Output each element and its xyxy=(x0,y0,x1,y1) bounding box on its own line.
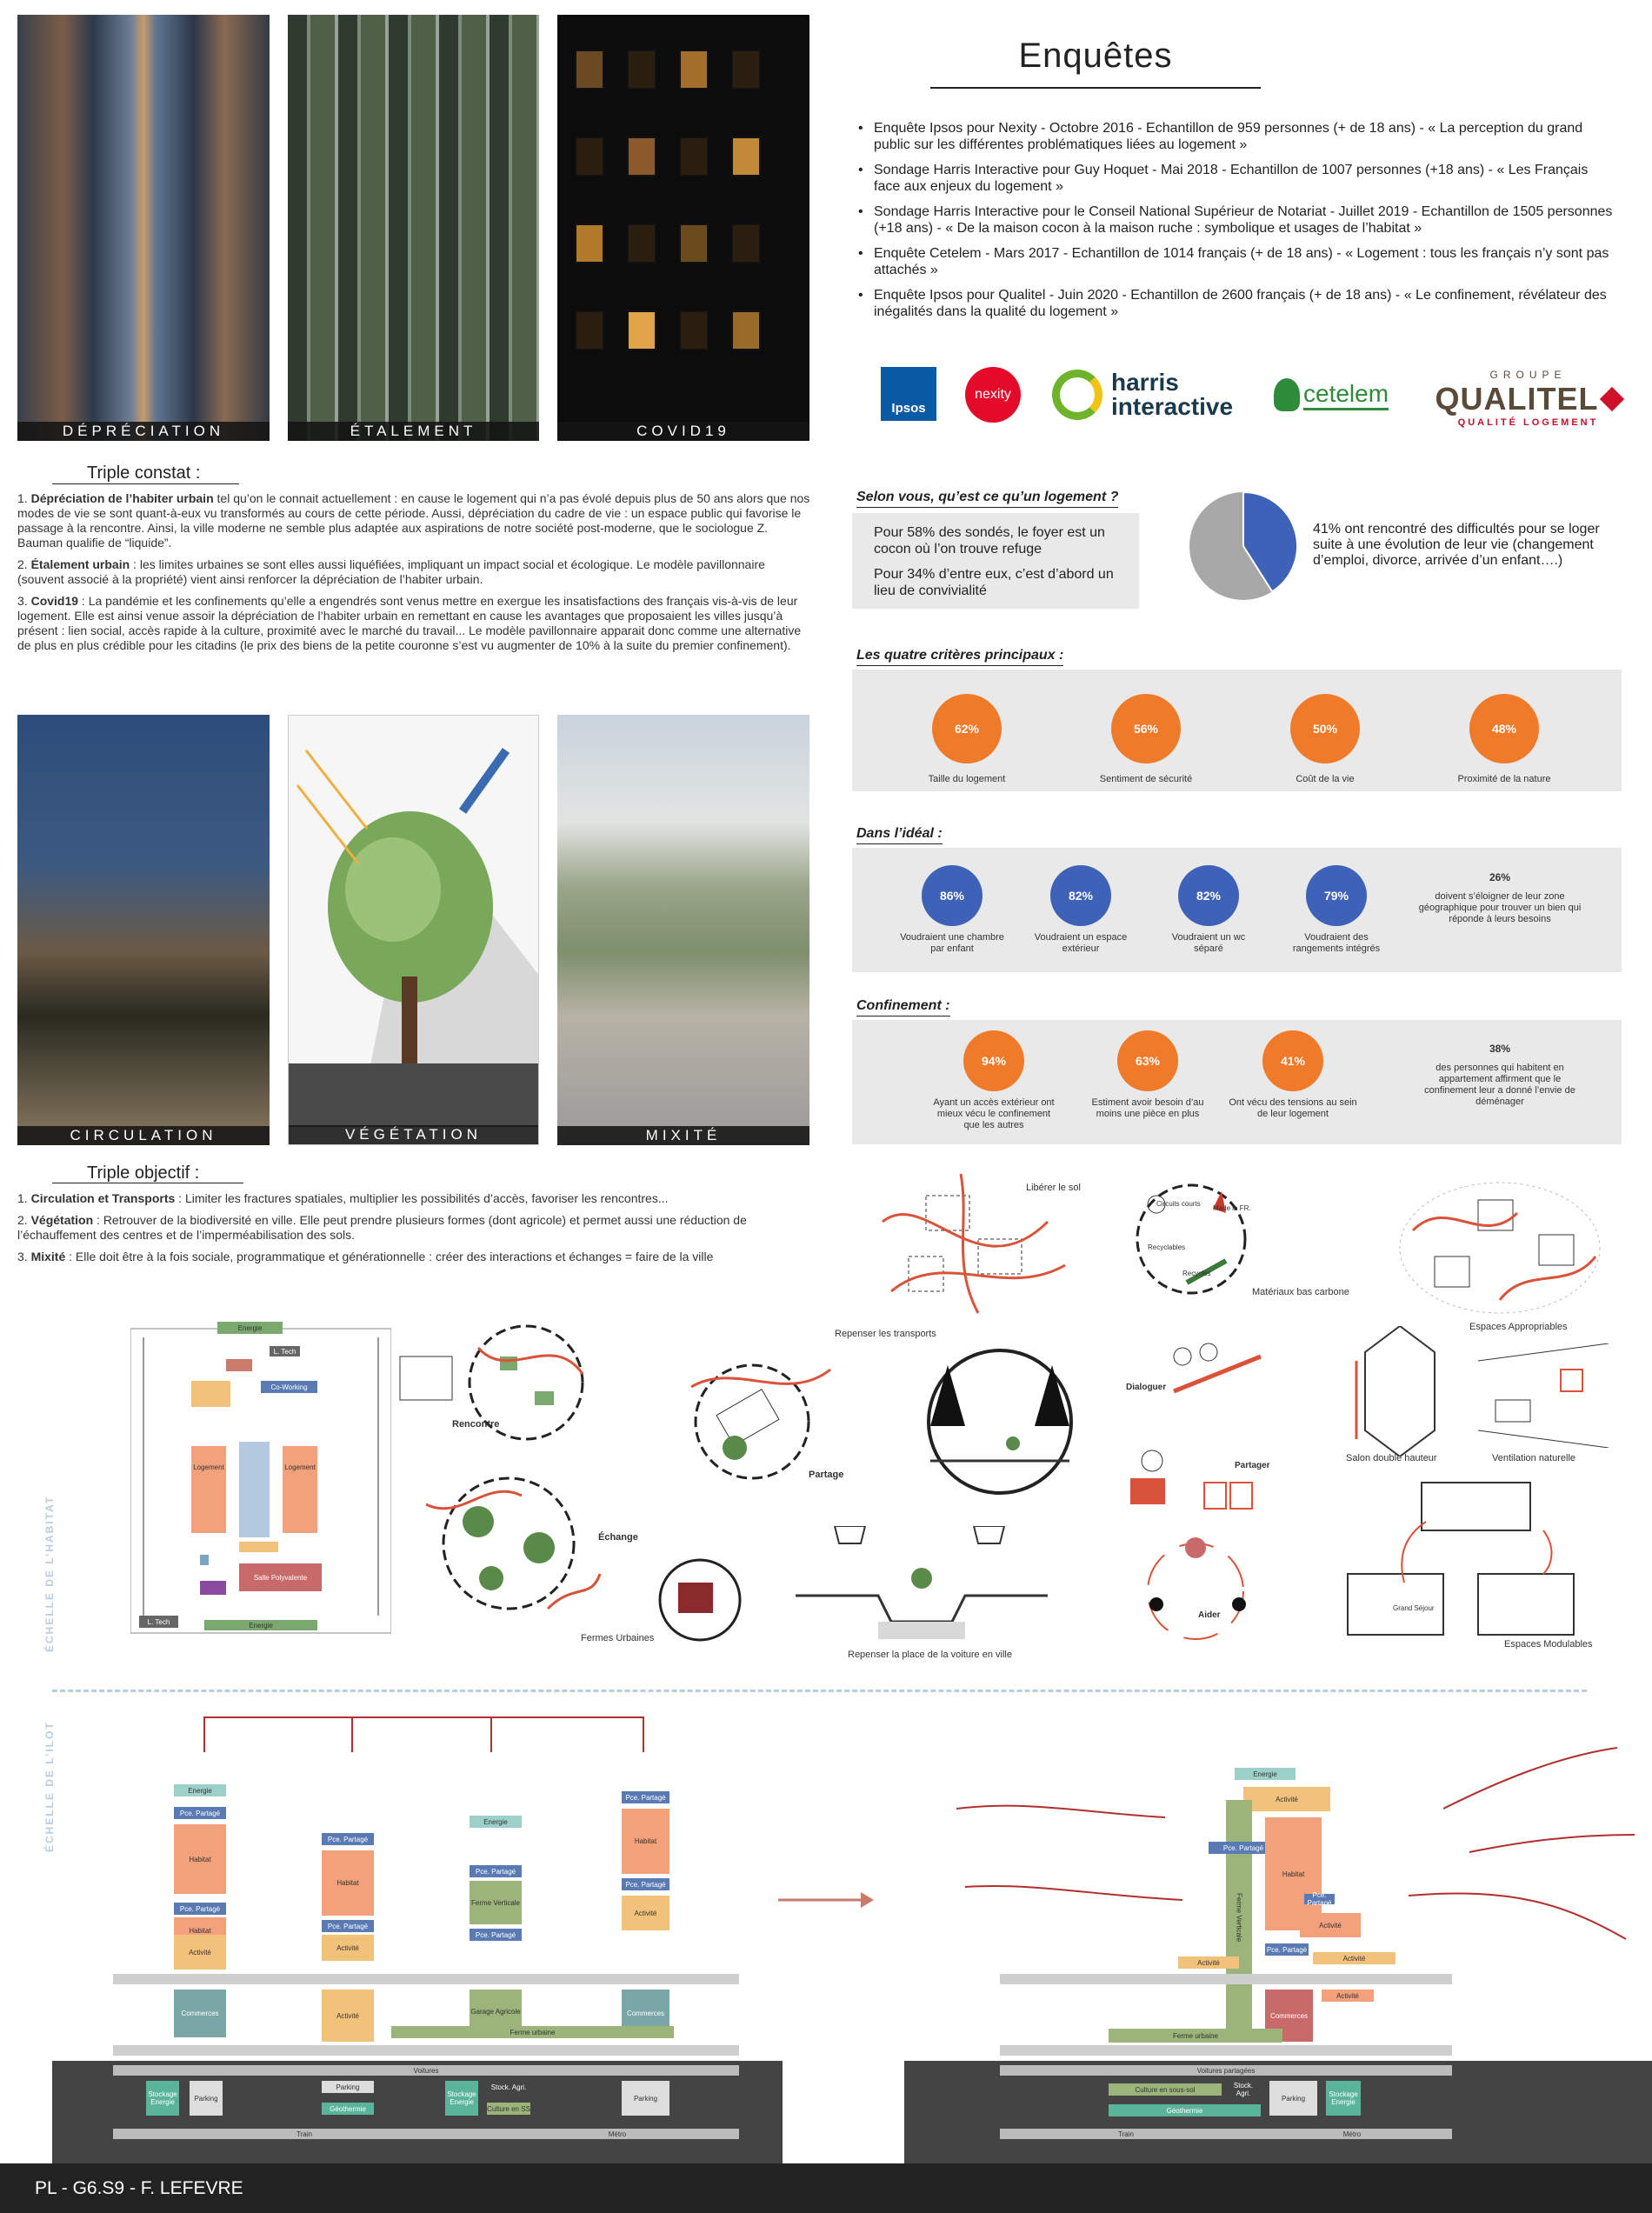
espaces-appropriables-label: Espaces Appropriables xyxy=(1469,1322,1568,1332)
harris-logo xyxy=(1052,365,1252,424)
critere-label: Coût de la vie xyxy=(1296,774,1355,784)
metro-band: Métro xyxy=(1252,2129,1452,2139)
qualitel-top: GROUPE xyxy=(1489,368,1567,381)
confinement-side-value: 38% xyxy=(1489,1043,1511,1055)
habitat-box: Habitat xyxy=(622,1809,669,1874)
m-made-label: Made in FR. xyxy=(1213,1204,1251,1212)
criteres-title: Les quatre critères principaux : xyxy=(856,648,1063,666)
activite-box: Activité xyxy=(1313,1952,1396,1964)
activite-box: Activité xyxy=(1243,1787,1330,1811)
photo-circulation xyxy=(17,715,270,1145)
metro-band: Métro xyxy=(496,2129,739,2139)
pce-partage-box: Pce. Partagé xyxy=(622,1791,669,1803)
qualitel-sub: QUALITÉ LOGEMENT xyxy=(1457,417,1599,428)
materiaux-label: Matériaux bas carbone xyxy=(1252,1287,1349,1297)
ferme-verticale-box: Ferme Verticale xyxy=(470,1881,522,1924)
energie-box: Energie xyxy=(1235,1768,1296,1780)
tree-sketch xyxy=(289,716,539,1127)
scale-ilot-label: ÉCHELLE DE L’ILOT xyxy=(43,1721,56,1852)
objectif-term: Circulation et Transports xyxy=(30,1191,176,1205)
pce-partage-box: Pce. Partagé xyxy=(1209,1842,1278,1854)
constat-term: Covid19 xyxy=(30,594,79,608)
scale-habitat-label: ÉCHELLE DE L’HABITAT xyxy=(43,1495,56,1652)
pce-partage-box: Pce. Partagé xyxy=(174,1807,226,1819)
survey-item: • Sondage Harris Interactive pour Guy Hoquet - Mai 2018 - Echantillon de 1007 personnes (+18 ans) - « Les Français face aux enjeux du logement » xyxy=(856,162,1617,195)
critere-circle: 48% xyxy=(1469,694,1539,763)
ideal-circle: 79% xyxy=(1306,865,1367,926)
commerces-box: Commerces xyxy=(1265,1990,1313,2042)
voiture-section-sketch xyxy=(791,1526,1052,1643)
dialoguer-sketch xyxy=(1156,1339,1278,1417)
objectif-item-1: 1. Circulation et Transports : Limiter les fractures spatiales, multiplier les possibilités d’accès, favoriser les rencontres... xyxy=(17,1191,669,1205)
ideal-side-text: doivent s’éloigner de leur zone géographique pour trouver un bien qui réponde à leurs besoins xyxy=(1418,891,1582,924)
activite-box: Activité xyxy=(174,1935,226,1970)
footer: PL - G6.S9 - F. LEFEVRE xyxy=(0,2163,1652,2213)
ideal-circle: 86% xyxy=(922,865,983,926)
constat-body: : les limites urbaines se sont elles aussi liquéfiées, impliquant un impact social et écologique. Le modèle pavillonnaire (souvent associé à la propriété) vient ainsi renforcer la dépréciation de l’habiter urbain. xyxy=(17,557,765,586)
parking-box: Parking xyxy=(322,2081,374,2093)
critere-label: Sentiment de sécurité xyxy=(1099,774,1193,784)
constat-item-2: 2. Étalement urbain : les limites urbaines se sont elles aussi liquéfiées, impliquant un impact social et écologique. Le modèle pavillonnaire (souvent associé à la propriété) vient ainsi renforcer la dépréciation de l’habiter urbain. xyxy=(17,557,765,586)
triple-constat-heading: Triple constat : xyxy=(87,463,201,483)
harris-text: harris xyxy=(1111,369,1179,396)
confinement-side-text: des personnes qui habitent en appartement affirment que le confinement leur a donné l’envie de déménager xyxy=(1424,1063,1575,1107)
echange-sketch xyxy=(409,1470,609,1617)
aider-label: Aider xyxy=(1198,1610,1221,1620)
salon-label: Salon double hauteur xyxy=(1346,1453,1437,1463)
espaces-appropriables-sketch xyxy=(1396,1178,1604,1317)
cetelem-mark-icon xyxy=(1274,378,1300,411)
constat-item-1: 1. Dépréciation de l’habiter urbain tel qu’on le connait actuellement : en cause le logement qui n’a pas évolé depuis plus de 50 ans alors que nos modes de vie se sont quant-à-eux vu transformés au cours de cette période. Aussi, dépréciation du cadre de vie : un espace public qui favorise le passage à la rencontre. Ainsi, la ville moderne ne semble plus adaptée aux aspirations de notre société post-moderne, que le sociologue Z. Bauman qualifie de “liquide”. xyxy=(17,491,810,550)
activite-box: Activité xyxy=(1322,1990,1374,2002)
ltech-box: L. Tech xyxy=(273,1347,296,1356)
transformation-arrow xyxy=(774,1887,878,1913)
ideal-label: Voudraient des rangements intégrés xyxy=(1292,932,1381,954)
confinement-label: Ont vécu des tensions au sein de leur logement xyxy=(1229,1097,1357,1119)
critere-label: Taille du logement xyxy=(928,774,1006,784)
photo-caption: MIXITÉ xyxy=(557,1126,809,1145)
objectif-body: : Elle doit être à la fois sociale, programmatique et générationnelle : créer des interactions et échanges = faire de la ville xyxy=(65,1250,714,1263)
pce-partage-box: Pce. Partagé xyxy=(1265,1943,1309,1956)
voiture-label: Repenser la place de la voiture en ville xyxy=(848,1650,1012,1660)
qualitel-logo xyxy=(1435,365,1622,430)
m-recycles-label: Recyclés xyxy=(1182,1270,1211,1277)
liberer-sol-label: Libérer le sol xyxy=(1026,1183,1081,1193)
photo-caption: ÉTALEMENT xyxy=(288,422,539,441)
habitat-box: Habitat xyxy=(322,1850,374,1916)
cetelem-text: cetelem xyxy=(1303,380,1389,410)
ideal-label: Voudraient un wc séparé xyxy=(1171,932,1246,954)
photo-caption: VÉGÉTATION xyxy=(289,1125,538,1144)
difficulties-pie xyxy=(1187,490,1300,603)
ilot-arrows xyxy=(200,1704,687,1756)
confinement-circle: 94% xyxy=(963,1030,1024,1091)
pce-partage-box: Pce. Partagé xyxy=(174,1903,226,1915)
qualitel-diamond-icon xyxy=(1600,386,1624,410)
coworking-box: Co-Working xyxy=(270,1383,308,1391)
qualitel-text: QUALITEL xyxy=(1435,380,1599,417)
energie-box: Energie xyxy=(174,1784,226,1796)
confinement-label: Estiment avoir besoin d’au moins une pièce en plus xyxy=(1091,1097,1204,1119)
fermes-urbaines-sketch xyxy=(656,1556,743,1643)
critere-label: Proximité de la nature xyxy=(1457,774,1551,784)
habitat-program-diagram xyxy=(130,1320,391,1650)
pce-partage-box: Pce. Partagé xyxy=(470,1929,522,1941)
ventilation-label: Ventilation naturelle xyxy=(1492,1453,1576,1463)
voitures-partagees-band: Voitures partagées xyxy=(1000,2065,1452,2076)
train-band: Train xyxy=(113,2129,496,2139)
street-band xyxy=(113,2045,739,2056)
logement-box: Logement xyxy=(284,1463,316,1471)
activite-box: Activité xyxy=(322,1935,374,1961)
fermes-urbaines-label: Fermes Urbaines xyxy=(581,1633,655,1643)
photo-caption: DÉPRÉCIATION xyxy=(17,422,270,441)
partage-label: Partage xyxy=(809,1470,844,1480)
survey-item: • Enquête Cetelem - Mars 2017 - Echantillon de 1014 français (+ de 18 ans) - « Logement : tous les français n’y sont pas attachés » xyxy=(856,245,1617,278)
espaces-modulables-label: Espaces Modulables xyxy=(1504,1639,1593,1650)
ventilation-sketch xyxy=(1478,1343,1609,1448)
objectif-term: Mixité xyxy=(30,1250,66,1263)
rencontre-sketch xyxy=(396,1313,596,1452)
ideal-circle: 82% xyxy=(1050,865,1111,926)
street-band xyxy=(113,1974,739,1984)
photo-caption: CIRCULATION xyxy=(17,1126,270,1145)
partager-label: Partager xyxy=(1235,1461,1270,1470)
parking-box: Parking xyxy=(190,2081,223,2116)
pce-partage-box: Pce. Partagé xyxy=(470,1865,522,1877)
objectif-item-3: 3. Mixité : Elle doit être à la fois sociale, programmatique et générationnelle : créer des interactions et échanges = faire de la ville xyxy=(17,1250,714,1263)
ferme-urbaine-box: Ferme urbaine xyxy=(391,2026,674,2038)
constat-body: tel qu’on le connait actuellement : en cause le logement qui n’a pas évolé depuis plus de 50 ans alors que nos modes de vie se sont quant-à-eux vu transformés au cours de cette période. Aussi, dépréciation du cadre de vie : un espace public qui favorise le passage à la rencontre. Ainsi, la ville moderne ne semble plus adaptée aux aspirations de notre société post-moderne, que le sociologue Z. Bauman qualifie de “liquide”. xyxy=(17,491,810,550)
survey-item: • Enquête Ipsos pour Qualitel - Juin 2020 - Echantillon de 2600 français (+ de 18 ans) - « Le confinement, révélateur des inégalités dans la qualité du logement » xyxy=(856,287,1617,320)
transports-section-sketch xyxy=(913,1348,1087,1496)
garage-agricole-box: Garage Agricole xyxy=(470,1990,522,2033)
ideal-circle: 82% xyxy=(1178,865,1239,926)
photo-etalement xyxy=(288,15,539,441)
commerces-box: Commerces xyxy=(174,1990,226,2037)
critere-circle: 56% xyxy=(1111,694,1181,763)
activite-box: Activité xyxy=(1300,1913,1361,1937)
activite-box: Activité xyxy=(622,1896,669,1930)
ideal-side-value: 26% xyxy=(1489,871,1511,883)
confinement-circle: 41% xyxy=(1262,1030,1323,1091)
objectif-body: : Retrouver de la biodiversité en ville. Elle peut prendre plusieurs formes (dont agricole) et permet aussi une réduction de l’échauffement des centres et de l’imperméabilisation des sols. xyxy=(17,1213,747,1242)
pce-partage-box: Pce. Partagé xyxy=(1304,1894,1335,1904)
constat-term: Étalement urbain xyxy=(30,557,130,571)
pce-partage-box: Pce. Partagé xyxy=(322,1920,374,1932)
stockage-energie-box: Stockage Energie xyxy=(1326,2081,1361,2116)
salon-double-hauteur-sketch xyxy=(1348,1326,1452,1456)
confinement-title: Confinement : xyxy=(856,998,950,1017)
ipsos-logo: Ipsos xyxy=(881,367,936,421)
parking-box: Parking xyxy=(1269,2081,1317,2116)
stockage-energie-box: Stockage Energie xyxy=(445,2081,478,2116)
confinement-label: Ayant un accès extérieur ont mieux vécu le confinement que les autres xyxy=(933,1097,1055,1130)
activite-box: Activité xyxy=(322,1990,374,2042)
title-underline xyxy=(930,87,1261,89)
heading-underline xyxy=(52,483,239,484)
constat-item-3: 3. Covid19 : La pandémie et les confinements qu’elle a engendrés sont venus mettre en exergue les insatisfactions des français vis-à-vis de leur logement. Elle est ainsi venue assoir la dépréciation de l’habiter urbain en remettant en cause les avantages que proposaient les villes jusqu’à présent : lien social, accès rapide à la culture, proximité avec le marché du travail... Le modèle pavillonnaire apparait donc comme une alternative de plus en plus crédible pour les citadins (le prix des biens de la petite couronne s’est vu augmenter de 10% à la suite du premier confinement). xyxy=(17,594,802,652)
habitat-box: Habitat xyxy=(174,1917,226,1943)
ferme-urbaine-box: Ferme urbaine xyxy=(1109,2029,1282,2043)
partager-sketch xyxy=(1126,1439,1265,1517)
stock-agri-box: Stock. Agri. xyxy=(1226,2083,1261,2096)
grand-sejour-label: Grand Séjour xyxy=(1393,1604,1435,1612)
photo-vegetation xyxy=(288,715,539,1145)
energie-box: Energie xyxy=(249,1621,273,1630)
street-band xyxy=(1000,2045,1452,2056)
espaces-modulables-sketch xyxy=(1343,1478,1622,1643)
parking-box: Parking xyxy=(622,2081,669,2116)
logement-bullet: Pour 58% des sondés, le foyer est un cocon où l’on trouve refuge xyxy=(874,525,1105,557)
objectif-item-2: 2. Végétation : Retrouver de la biodiversité en ville. Elle peut prendre plusieurs formes (dont agricole) et permet aussi une réduction de l’échauffement des centres et de l’imperméabilisation des sols. xyxy=(17,1213,747,1242)
nexity-logo: nexity xyxy=(965,367,1021,423)
geothermie-box: Géothermie xyxy=(1109,2104,1261,2116)
salle-polyvalente-box: Salle Polyvalente xyxy=(253,1573,308,1582)
rencontre-label: Rencontre xyxy=(452,1419,500,1430)
critere-circle: 62% xyxy=(932,694,1002,763)
m-recyclables-label: Recyclables xyxy=(1148,1243,1186,1251)
photo-depreciation xyxy=(17,15,270,441)
activite-box: Activité xyxy=(1178,1956,1239,1969)
commerces-box: Commerces xyxy=(622,1990,669,2037)
culture-ss-box: Culture en SS xyxy=(487,2103,530,2115)
scale-divider xyxy=(52,1690,1587,1692)
survey-list xyxy=(856,120,1617,329)
triple-objectif-heading: Triple objectif : xyxy=(87,1163,200,1183)
habitat-box: Habitat xyxy=(1265,1817,1322,1930)
survey-item: • Sondage Harris Interactive pour le Conseil National Supérieur de Notariat - Juillet 2019 - Echantillon de 1505 personnes (+18 ans) - « De la maison cocon à la maison ruche : symbolique et usages de l’habitat » xyxy=(856,203,1617,237)
survey-item: • Enquête Ipsos pour Nexity - Octobre 2016 - Echantillon de 959 personnes (+ de 18 ans) - « La perception du grand public sur les différentes problématiques liées au logement » xyxy=(856,120,1617,153)
objectif-term: Végétation xyxy=(30,1213,94,1227)
ltech-box: L. Tech xyxy=(147,1617,170,1626)
partage-sketch xyxy=(683,1352,856,1483)
objectif-body: : Limiter les fractures spatiales, multiplier les possibilités d’accès, favoriser les rencontres... xyxy=(175,1191,669,1205)
logement-box: Logement xyxy=(193,1463,224,1471)
constat-term: Dépréciation de l’habiter urbain xyxy=(30,491,214,505)
ferme-verticale-box: Ferme Verticale xyxy=(1226,1800,1252,2035)
stock-agri-box: Stock. Agri. xyxy=(487,2081,530,2093)
constat-body: : La pandémie et les confinements qu’elle a engendrés sont venus mettre en exergue les insatisfactions des français vis-à-vis de leur logement. Elle est ainsi venue assoir la dépréciation de l’habiter urbain en remettant en cause les avantages que proposaient les villes jusqu’à présent : lien social, accès rapide à la culture, proximité avec le marché du travail... Le modèle pavillonnaire apparait donc comme une alternative de plus en plus crédible pour les citadins (le prix des biens de la petite couronne s’est vu augmenter de 10% à la suite du premier confinement). xyxy=(17,594,802,652)
photo-mixite xyxy=(557,715,809,1145)
energie-box: Energie xyxy=(470,1816,522,1828)
energie-box: Energie xyxy=(237,1323,263,1332)
ideal-label: Voudraient une chambre par enfant xyxy=(900,932,1004,954)
photo-caption: COVID19 xyxy=(557,422,809,441)
pce-partage-box: Pce. Partagé xyxy=(322,1833,374,1845)
voitures-band: Voitures xyxy=(113,2065,739,2076)
logement-bullets xyxy=(856,524,1135,606)
difficulties-text: 41% ont rencontré des difficultés pour se loger suite à une évolution de leur vie (changement d’emploi, divorce, arrivée d’un enfant….) xyxy=(1313,522,1600,568)
logement-question-title: Selon vous, qu’est ce qu’un logement ? xyxy=(856,490,1118,508)
photo-covid19 xyxy=(557,15,809,441)
converging-arrows xyxy=(956,1730,1635,1991)
interactive-text: interactive xyxy=(1111,393,1234,420)
enquetes-title: Enquêtes xyxy=(1018,37,1173,75)
harris-ring-icon xyxy=(1052,370,1102,420)
aider-sketch xyxy=(1135,1535,1256,1648)
ideal-title: Dans l’idéal : xyxy=(856,826,943,844)
stockage-energie-box: Stockage Energie xyxy=(146,2081,179,2116)
train-band: Train xyxy=(1000,2129,1252,2139)
triple-objectif-text xyxy=(17,1191,810,1271)
echange-label: Échange xyxy=(598,1532,638,1543)
geothermie-box: Géothermie xyxy=(322,2103,374,2115)
pce-partage-box: Pce. Partagé xyxy=(622,1878,669,1890)
ideal-label: Voudraient un espace extérieur xyxy=(1034,932,1128,954)
logement-bullet: Pour 34% d’entre eux, c’est d’abord un lieu de convivialité xyxy=(874,567,1114,598)
confinement-circle: 63% xyxy=(1117,1030,1178,1091)
habitat-box: Habitat xyxy=(174,1824,226,1894)
critere-circle: 50% xyxy=(1290,694,1360,763)
transports-label: Repenser les transports xyxy=(835,1329,936,1339)
m-circuits-label: Circuits courts xyxy=(1156,1200,1201,1208)
culture-sous-sol-box: Culture en sous-sol xyxy=(1109,2083,1222,2096)
materiaux-sketch xyxy=(1126,1178,1256,1300)
triple-constat-text xyxy=(17,491,810,660)
dialoguer-label: Dialoguer xyxy=(1126,1383,1167,1392)
cetelem-logo xyxy=(1274,372,1409,417)
